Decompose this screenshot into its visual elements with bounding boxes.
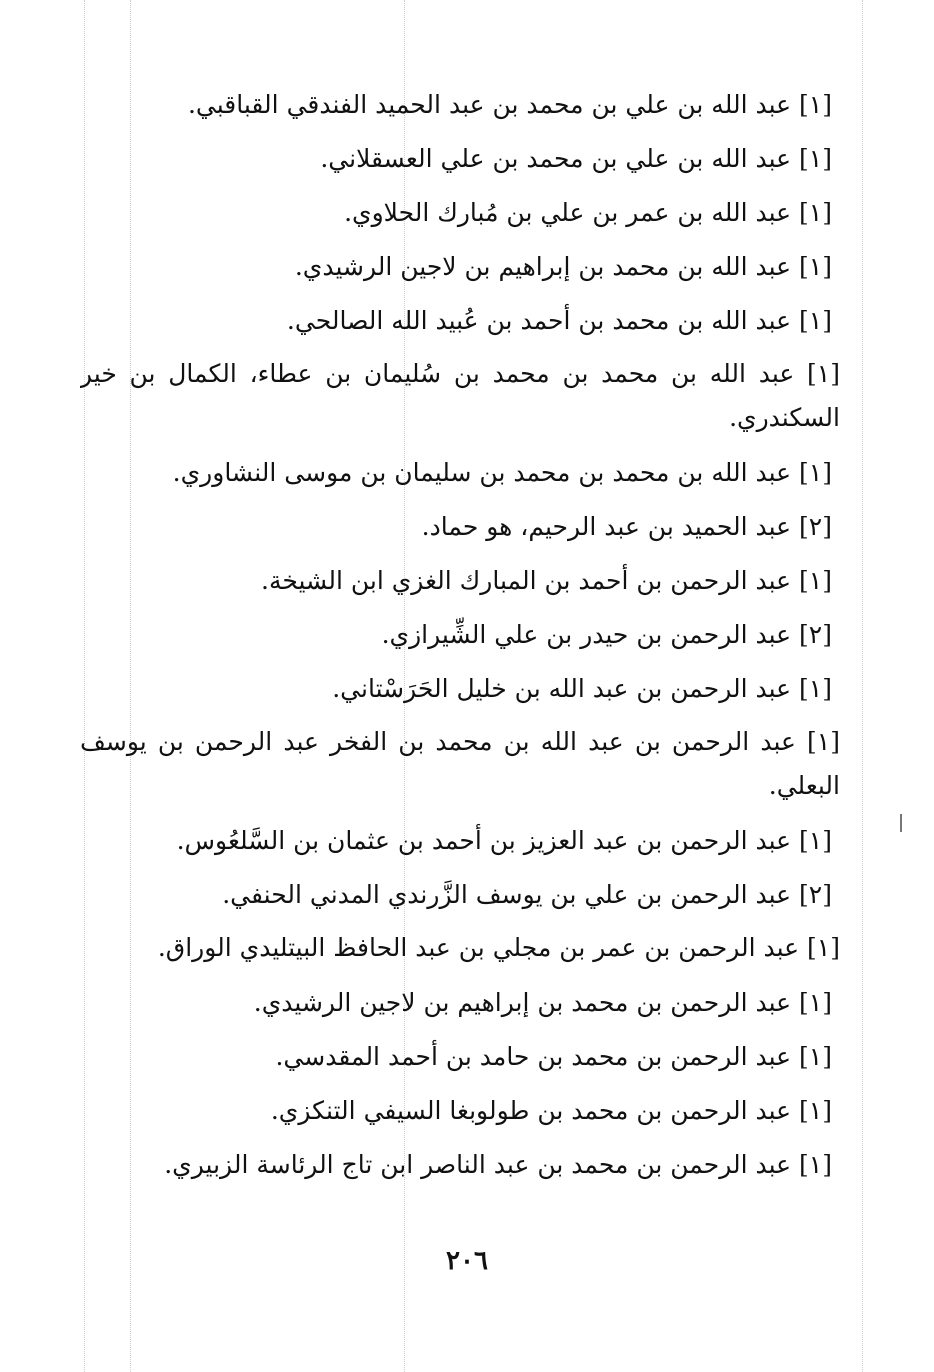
entry-line: [٢] عبد الرحمن بن حيدر بن علي الشِّيرازي. bbox=[381, 620, 832, 649]
entry-line: [١] عبد الرحمن بن محمد بن طولوبغا السيفي التنكزي. bbox=[270, 1096, 832, 1125]
biography-entry-list bbox=[80, 78, 840, 1192]
entry-line: [١] عبد الله بن علي بن محمد بن عبد الحميد الفندقي القباقبي. bbox=[187, 90, 832, 119]
entry-line-wrapped: [١] عبد الرحمن بن عبد الله بن محمد بن الفخر عبد الرحمن بن يوسف البعلي. bbox=[80, 727, 840, 800]
entry-line: [١] عبد الرحمن بن أحمد بن المبارك الغزي ابن الشيخة. bbox=[261, 566, 832, 595]
entry-line: [١] عبد الله بن محمد بن أحمد بن عُبيد الله الصالحي. bbox=[286, 306, 832, 335]
entry-line-wrapped: [١] عبد الله بن محمد بن محمد بن سُليمان بن عطاء، الكمال بن خير السكندري. bbox=[80, 359, 840, 432]
entry-line: [١] عبد الرحمن بن محمد بن إبراهيم بن لاجين الرشيدي. bbox=[253, 988, 832, 1017]
entry-line: [١] عبد الرحمن بن عبد العزيز بن أحمد بن عثمان بن السَّلعُوس. bbox=[176, 826, 832, 855]
entry-line: [١] عبد الله بن علي بن محمد بن علي العسقلاني. bbox=[320, 144, 832, 173]
entry-line: [١] عبد الله بن عمر بن علي بن مُبارك الحلاوي. bbox=[344, 198, 832, 227]
entry-line: [١] عبد الرحمن بن عبد الله بن خليل الحَرَسْتاني. bbox=[332, 674, 832, 703]
scan-mark bbox=[900, 814, 902, 832]
entry-line: [٢] عبد الرحمن بن علي بن يوسف الزَّرندي المدني الحنفي. bbox=[222, 880, 832, 909]
entry-line: [١] عبد الله بن محمد بن إبراهيم بن لاجين الرشيدي. bbox=[294, 252, 832, 281]
page-number: ٢٠٦ bbox=[446, 1246, 488, 1276]
entry-line: [١] عبد الله بن محمد بن محمد بن سليمان بن موسى النشاوري. bbox=[172, 458, 832, 487]
entry-line: [١] عبد الرحمن بن محمد بن حامد بن أحمد المقدسي. bbox=[275, 1042, 832, 1071]
entry-line-wrapped: [١] عبد الرحمن بن عمر بن مجلي بن عبد الحافظ البيتليدي الوراق. bbox=[157, 933, 840, 962]
entry-line: [١] عبد الرحمن بن محمد بن عبد الناصر ابن تاج الرئاسة الزبيري. bbox=[164, 1150, 832, 1179]
scan-guide-line bbox=[862, 0, 863, 1372]
entry-line: [٢] عبد الحميد بن عبد الرحيم، هو حماد. bbox=[421, 512, 832, 541]
